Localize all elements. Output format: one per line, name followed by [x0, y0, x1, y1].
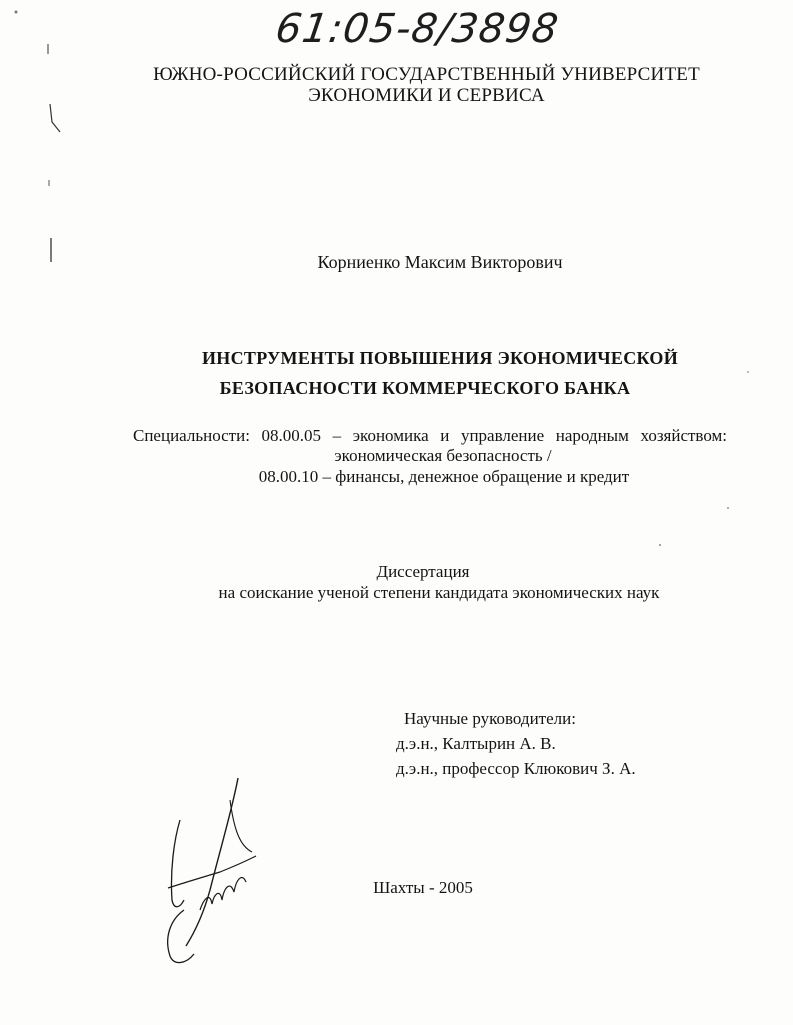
specialty-line1: Специальности: 08.00.05 – экономика и управление народным хозяйством:: [133, 426, 727, 445]
thesis-title-line1: ИНСТРУМЕНТЫ ПОВЫШЕНИЯ ЭКОНОМИЧЕСКОЙ: [201, 348, 679, 368]
archive-code: 61:05-8/3898: [272, 6, 562, 52]
specialty-line2: экономическая безопасность /: [334, 446, 552, 465]
advisor-1: д.э.н., Калтырин А. В.: [396, 734, 556, 753]
thesis-title-line2: БЕЗОПАСНОСТИ КОММЕРЧЕСКОГО БАНКА: [219, 378, 631, 398]
author-name: Корниенко Максим Викторович: [317, 252, 563, 272]
university-name-line2: ЭКОНОМИКИ И СЕРВИСА: [308, 85, 545, 106]
dissertation-label: Диссертация: [376, 562, 470, 581]
specialty-line3: 08.00.10 – финансы, денежное обращение и кредит: [258, 467, 630, 486]
city-year: Шахты - 2005: [373, 878, 473, 897]
dissertation-degree: на соискание ученой степени кандидата экономических наук: [218, 583, 660, 602]
advisor-2: д.э.н., профессор Клюкович З. А.: [396, 759, 636, 778]
author-signature: [160, 760, 270, 970]
archive-code-handwritten: [270, 0, 562, 66]
margin-marks: [30, 0, 70, 280]
advisors-heading: Научные руководители:: [404, 709, 576, 728]
advisors-block: [396, 706, 636, 781]
university-name-line1: ЮЖНО-РОССИЙСКИЙ ГОСУДАРСТВЕННЫЙ УНИВЕРСИТЕТ: [153, 64, 700, 85]
